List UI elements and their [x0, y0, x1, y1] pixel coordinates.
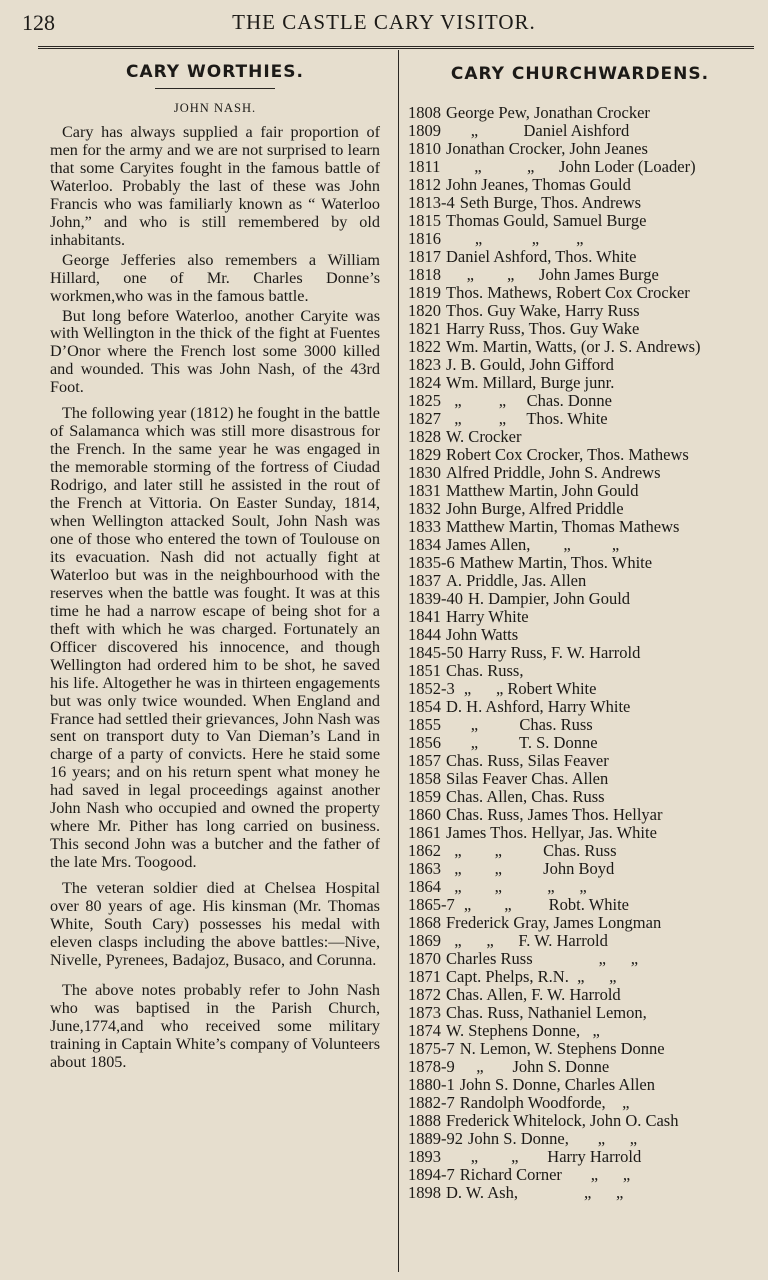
entry-names: D. H. Ashford, Harry White: [446, 697, 631, 716]
churchwarden-entry: [408, 770, 752, 788]
entry-year: 1856: [408, 733, 441, 752]
churchwarden-entry: [408, 680, 752, 698]
churchwarden-entry: [408, 1076, 752, 1094]
entry-year: 1894-7: [408, 1165, 455, 1184]
churchwarden-entry: [408, 662, 752, 680]
churchwarden-entry: [408, 1004, 752, 1022]
entry-names: Matthew Martin, Thomas Mathews: [446, 517, 680, 536]
entry-year: 1851: [408, 661, 441, 680]
entry-names: „ Chas. Russ: [446, 715, 593, 734]
entry-year: 1858: [408, 769, 441, 788]
churchwardens-list: [408, 104, 752, 1202]
entry-names: Mathew Martin, Thos. White: [459, 553, 653, 572]
churchwarden-entry: [408, 842, 752, 860]
entry-names: Randolph Woodforde, „: [459, 1093, 630, 1112]
entry-year: 1839-40: [408, 589, 463, 608]
entry-names: Matthew Martin, John Gould: [446, 481, 639, 500]
churchwarden-entry: [408, 860, 752, 878]
entry-year: 1828: [408, 427, 441, 446]
entry-names: Chas. Russ, Silas Feaver: [446, 751, 609, 770]
churchwarden-entry: [408, 176, 752, 194]
entry-year: 1831: [408, 481, 441, 500]
entry-names: James Allen, „ „: [446, 535, 620, 554]
entry-year: 1811: [408, 157, 441, 176]
article-title: CARY WORTHIES.: [125, 62, 304, 82]
entry-names: J. B. Gould, John Gifford: [446, 355, 614, 374]
churchwarden-entry: [408, 554, 752, 572]
entry-year: 1852-3: [408, 679, 455, 698]
article-paragraph: Cary has always supplied a fair proportion of men for the army and we are not surprised to learn that some Caryites fought in the famous battle of Waterloo. Probably the last of these was John Francis who was familiarly known as “ Waterloo John,” and who is still remembered by old inhabitants.: [50, 123, 380, 249]
entry-names: John Watts: [446, 625, 519, 644]
churchwarden-entry: [408, 536, 752, 554]
entry-names: Wm. Martin, Watts, (or J. S. Andrews): [446, 337, 701, 356]
churchwarden-entry: [408, 230, 752, 248]
entry-year: 1860: [408, 805, 441, 824]
churchwarden-entry: [408, 950, 752, 968]
entry-year: 1862: [408, 841, 441, 860]
churchwarden-entry: [408, 1112, 752, 1130]
entry-year: 1827: [408, 409, 441, 428]
entry-year: 1822: [408, 337, 441, 356]
article-paragraph: But long before Waterloo, another Caryite was with Wellington in the thick of the fight at Fuentes D’Onor where the French lost some 3000 killed and wounded. This was John Nash, of the 43rd Foot.: [50, 306, 380, 397]
entry-names: „ „ Robert White: [459, 679, 597, 698]
entry-year: 1812: [408, 175, 441, 194]
churchwarden-entry: [408, 608, 752, 626]
entry-year: 1857: [408, 751, 441, 770]
churchwarden-entry: [408, 878, 752, 896]
entry-year: 1871: [408, 967, 441, 986]
churchwarden-entry: [408, 374, 752, 392]
entry-year: 1841: [408, 607, 441, 626]
entry-year: 1889-92: [408, 1129, 463, 1148]
journal-title: THE CASTLE CARY VISITOR.: [232, 10, 536, 34]
churchwarden-entry: [408, 122, 752, 140]
entry-names: Thos. Mathews, Robert Cox Crocker: [446, 283, 690, 302]
churchwarden-entry: [408, 626, 752, 644]
article-paragraph: The above notes probably refer to John Nash who was baptised in the Parish Church, June,1774,and who received some military training in Captain White’s company of Volunteers about 1805.: [50, 980, 380, 1071]
entry-year: 1818: [408, 265, 441, 284]
column-divider: [398, 50, 399, 1272]
entry-names: Capt. Phelps, R.N. „ „: [446, 967, 617, 986]
entry-names: Daniel Ashford, Thos. White: [446, 247, 637, 266]
entry-year: 1854: [408, 697, 441, 716]
churchwarden-entry: [408, 1094, 752, 1112]
churchwardens-list-section: [408, 60, 752, 1202]
entry-year: 1864: [408, 877, 441, 896]
entry-year: 1819: [408, 283, 441, 302]
entry-names: Frederick Whitelock, John O. Cash: [446, 1111, 679, 1130]
entry-names: Thomas Gould, Samuel Burge: [446, 211, 647, 230]
churchwarden-entry: [408, 320, 752, 338]
entry-year: 1816: [408, 229, 441, 248]
entry-names: Alfred Priddle, John S. Andrews: [446, 463, 661, 482]
churchwarden-entry: [408, 1058, 752, 1076]
entry-year: 1845-50: [408, 643, 463, 662]
entry-names: Silas Feaver Chas. Allen: [446, 769, 609, 788]
entry-names: „ John S. Donne: [459, 1057, 610, 1076]
churchwarden-entry: [408, 1130, 752, 1148]
entry-year: 1869: [408, 931, 441, 950]
churchwarden-entry: [408, 968, 752, 986]
entry-names: H. Dampier, John Gould: [468, 589, 631, 608]
entry-names: Chas. Russ,: [446, 661, 524, 680]
entry-names: Charles Russ „ „: [446, 949, 639, 968]
churchwarden-entry: [408, 734, 752, 752]
entry-year: 1834: [408, 535, 441, 554]
entry-names: Chas. Allen, Chas. Russ: [446, 787, 605, 806]
entry-names: Harry White: [446, 607, 529, 626]
entry-names: „ „ Chas. Russ: [446, 841, 617, 860]
entry-names: „ Daniel Aishford: [446, 121, 630, 140]
churchwarden-entry: [408, 518, 752, 536]
churchwarden-entry: [408, 248, 752, 266]
churchwarden-entry: [408, 446, 752, 464]
entry-year: 1809: [408, 121, 441, 140]
entry-names: John S. Donne, Charles Allen: [459, 1075, 655, 1094]
churchwarden-entry: [408, 1166, 752, 1184]
entry-year: 1821: [408, 319, 441, 338]
entry-year: 1872: [408, 985, 441, 1004]
entry-names: John Burge, Alfred Priddle: [446, 499, 624, 518]
churchwarden-entry: [408, 788, 752, 806]
title-underline: [155, 88, 275, 89]
entry-names: „ T. S. Donne: [446, 733, 598, 752]
churchwarden-entry: [408, 932, 752, 950]
entry-year: 1817: [408, 247, 441, 266]
cary-worthies-article: [50, 60, 380, 1074]
entry-year: 1830: [408, 463, 441, 482]
churchwarden-entry: [408, 1184, 752, 1202]
entry-year: 1833: [408, 517, 441, 536]
entry-year: 1829: [408, 445, 441, 464]
entry-year: 1870: [408, 949, 441, 968]
entry-year: 1815: [408, 211, 441, 230]
entry-names: John Jeanes, Thomas Gould: [446, 175, 631, 194]
list-title: CARY CHURCHWARDENS.: [450, 64, 710, 84]
churchwarden-entry: [408, 194, 752, 212]
entry-year: 1880-1: [408, 1075, 455, 1094]
entry-year: 1874: [408, 1021, 441, 1040]
churchwarden-entry: [408, 212, 752, 230]
entry-year: 1865-7: [408, 895, 455, 914]
entry-year: 1825: [408, 391, 441, 410]
churchwarden-entry: [408, 896, 752, 914]
churchwarden-entry: [408, 716, 752, 734]
entry-names: Chas. Allen, F. W. Harrold: [446, 985, 621, 1004]
entry-year: 1893: [408, 1147, 441, 1166]
churchwarden-entry: [408, 482, 752, 500]
article-paragraph: The following year (1812) he fought in the battle of Salamanca which was still more disastrous for the French. In the same year he was engaged in the memorable storming of the fortress of Ciudad Rodrigo, and later still he assisted in the rout of the French at Vittoria. On Easter Sunday, 1814, when Wellington attacked Soult, John Nash was one of those who entered the town of Toulouse on its evacuation. Nash did not actually fight at Waterloo but was in the neighbourhood with the reserves when the battle was fought. It was at this time he had a narrow escape of being shot for a theft with which he was charged. Fortunately an Officer discovered his innocence, and though Wellington had ordered him to be shot, he saved his life. Altogether he was in thirteen engagements but was only twice wounded. When England and France had settled their grievances, John Nash was sent on transport duty to Van Dieman’s Land in charge of a party of convicts. Here he staid some 16 years; and on his return spent what money he had saved in legal proceedings against another John Nash who occupied and owned the property where Mr. Pither has long carried on business. This second John was a butcher and the father of the late Mrs. Toogood.: [50, 404, 380, 872]
entry-names: Robert Cox Crocker, Thos. Mathews: [446, 445, 689, 464]
churchwarden-entry: [408, 104, 752, 122]
entry-year: 1837: [408, 571, 441, 590]
entry-names: „ „ Robt. White: [459, 895, 630, 914]
entry-names: Harry Russ, F. W. Harrold: [468, 643, 641, 662]
article-subtitle: JOHN NASH.: [173, 101, 257, 115]
churchwarden-entry: [408, 428, 752, 446]
entry-year: 1898: [408, 1183, 441, 1202]
article-paragraph: The veteran soldier died at Chelsea Hospital over 80 years of age. His kinsman (Mr. Thomas White, South Cary) possesses his medal with eleven clasps including the above battles:—Nive, Nivelle, Pyrenees, Badajoz, Busaco, and Corunna.: [50, 879, 380, 969]
entry-names: Frederick Gray, James Longman: [446, 913, 662, 932]
churchwarden-entry: [408, 356, 752, 374]
entry-year: 1882-7: [408, 1093, 455, 1112]
churchwarden-entry: [408, 698, 752, 716]
churchwarden-entry: [408, 986, 752, 1004]
entry-year: 1844: [408, 625, 441, 644]
entry-names: „ „ Thos. White: [446, 409, 608, 428]
entry-year: 1859: [408, 787, 441, 806]
entry-names: D. W. Ash, „ „: [446, 1183, 624, 1202]
churchwarden-entry: [408, 1022, 752, 1040]
churchwarden-entry: [408, 752, 752, 770]
churchwarden-entry: [408, 338, 752, 356]
churchwarden-entry: [408, 1148, 752, 1166]
entry-year: 1873: [408, 1003, 441, 1022]
entry-year: 1808: [408, 103, 441, 122]
entry-year: 1832: [408, 499, 441, 518]
entry-names: James Thos. Hellyar, Jas. White: [446, 823, 657, 842]
entry-year: 1823: [408, 355, 441, 374]
entry-names: „ „ Chas. Donne: [446, 391, 612, 410]
entry-year: 1820: [408, 301, 441, 320]
churchwarden-entry: [408, 284, 752, 302]
entry-names: „ „ F. W. Harrold: [446, 931, 608, 950]
churchwarden-entry: [408, 572, 752, 590]
entry-year: 1810: [408, 139, 441, 158]
entry-names: N. Lemon, W. Stephens Donne: [459, 1039, 665, 1058]
article-paragraph: George Jefferies also remembers a William Hillard, one of Mr. Charles Donne’s workmen,who was in the famous battle.: [50, 250, 380, 305]
entry-names: W. Crocker: [446, 427, 522, 446]
churchwarden-entry: [408, 140, 752, 158]
entry-names: Seth Burge, Thos. Andrews: [459, 193, 642, 212]
churchwarden-entry: [408, 158, 752, 176]
entry-names: W. Stephens Donne, „: [446, 1021, 600, 1040]
entry-year: 1878-9: [408, 1057, 455, 1076]
churchwarden-entry: [408, 464, 752, 482]
churchwarden-entry: [408, 824, 752, 842]
churchwarden-entry: [408, 266, 752, 284]
page-header: [0, 8, 768, 36]
entry-names: Wm. Millard, Burge junr.: [446, 373, 615, 392]
entry-year: 1835-6: [408, 553, 455, 572]
entry-year: 1855: [408, 715, 441, 734]
entry-names: „ „ Harry Harrold: [446, 1147, 642, 1166]
churchwarden-entry: [408, 806, 752, 824]
entry-year: 1863: [408, 859, 441, 878]
churchwarden-entry: [408, 392, 752, 410]
entry-names: A. Priddle, Jas. Allen: [446, 571, 587, 590]
churchwarden-entry: [408, 644, 752, 662]
churchwarden-entry: [408, 500, 752, 518]
entry-names: Chas. Russ, James Thos. Hellyar: [446, 805, 663, 824]
entry-year: 1813-4: [408, 193, 455, 212]
entry-names: George Pew, Jonathan Crocker: [446, 103, 650, 122]
page-number: 128: [22, 10, 55, 35]
entry-year: 1824: [408, 373, 441, 392]
churchwarden-entry: [408, 590, 752, 608]
entry-names: Thos. Guy Wake, Harry Russ: [446, 301, 640, 320]
entry-names: „ „ John Loder (Loader): [445, 157, 696, 176]
entry-names: Harry Russ, Thos. Guy Wake: [446, 319, 640, 338]
entry-year: 1861: [408, 823, 441, 842]
header-rule: [38, 46, 754, 49]
churchwarden-entry: [408, 1040, 752, 1058]
entry-names: „ „ John James Burge: [446, 265, 659, 284]
entry-names: Richard Corner „ „: [459, 1165, 631, 1184]
churchwarden-entry: [408, 410, 752, 428]
entry-names: Jonathan Crocker, John Jeanes: [446, 139, 648, 158]
entry-year: 1888: [408, 1111, 441, 1130]
entry-names: „ „ „: [446, 229, 584, 248]
entry-year: 1875-7: [408, 1039, 455, 1058]
entry-names: „ „ John Boyd: [446, 859, 615, 878]
entry-year: 1868: [408, 913, 441, 932]
entry-names: John S. Donne, „ „: [468, 1129, 638, 1148]
churchwarden-entry: [408, 302, 752, 320]
entry-names: „ „ „ „: [446, 877, 587, 896]
churchwarden-entry: [408, 914, 752, 932]
entry-names: Chas. Russ, Nathaniel Lemon,: [446, 1003, 647, 1022]
